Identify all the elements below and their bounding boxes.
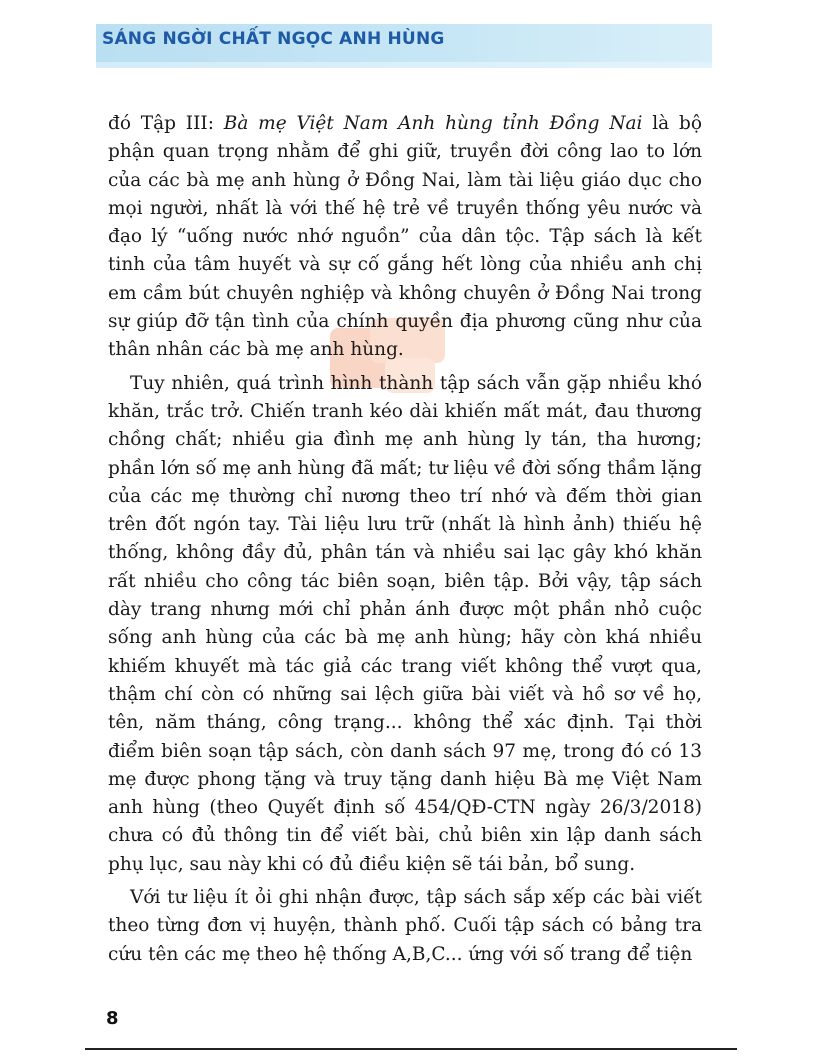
footer-rule: [85, 1048, 737, 1050]
paragraph-1-lead: đó Tập III:: [108, 113, 224, 134]
page-number: 8: [106, 1008, 119, 1029]
paragraph-1-rest: là bộ phận quan trọng nhằm để ghi giữ, truyền đời công lao to lớn của các bà mẹ anh hùng ở Đồng Nai, làm tài liệu giáo dục cho mọi người, nhất là với thế hệ trẻ về truyền thống yêu nước và đạo lý “uống nước nhớ nguồn” của dân tộc. Tập sách là kết tinh của tâm huyết và sự cố gắng hết lòng của nhiều anh chị em cầm bút chuyên nghiệp và không chuyên ở Đồng Nai trong sự giúp đỡ tận tình của chính quyền địa phương cũng như của thân nhân các bà mẹ anh hùng.: [108, 113, 702, 361]
body-text: [108, 110, 702, 974]
paragraph-3: Với tư liệu ít ỏi ghi nhận được, tập sách sắp xếp các bài viết theo từng đơn vị huyện, thành phố. Cuối tập sách có bảng tra cứu tên các mẹ theo hệ thống A,B,C... ứng với số trang để tiện: [108, 887, 702, 965]
paragraph-1: [108, 110, 702, 365]
book-title-reference: Bà mẹ Việt Nam Anh hùng tỉnh Đồng Nai: [223, 113, 643, 134]
paragraph-2: Tuy nhiên, quá trình hình thành tập sách vẫn gặp nhiều khó khăn, trắc trở. Chiến tranh kéo dài khiến mất mát, đau thương chồng chất; nhiều gia đình mẹ anh hùng ly tán, tha hương; phần lớn số mẹ anh hùng đã mất; tư liệu về đời sống thầm lặng của các mẹ thường chỉ nương theo trí nhớ và đếm thời gian trên đốt ngón tay. Tài liệu lưu trữ (nhất là hình ảnh) thiếu hệ thống, không đầy đủ, phân tán và nhiều sai lạc gây khó khăn rất nhiều cho công tác biên soạn, biên tập. Bởi vậy, tập sách dày trang nhưng mới chỉ phản ánh được một phần nhỏ cuộc sống anh hùng của các bà mẹ anh hùng; hãy còn khá nhiều khiếm khuyết mà tác giả các trang viết không thể vượt qua, thậm chí còn có những sai lệch giữa bài viết và hồ sơ về họ, tên, năm tháng, công trạng... không thể xác định. Tại thời điểm biên soạn tập sách, còn danh sách 97 mẹ, trong đó có 13 mẹ được phong tặng và truy tặng danh hiệu Bà mẹ Việt Nam anh hùng (theo Quyết định số 454/QĐ-CTN ngày 26/3/2018) chưa có đủ thông tin để viết bài, chủ biên xin lập danh sách phụ lục, sau này khi có đủ điều kiện sẽ tái bản, bổ sung.: [108, 372, 702, 875]
running-head: SÁNG NGỜI CHẤT NGỌC ANH HÙNG: [102, 29, 445, 49]
